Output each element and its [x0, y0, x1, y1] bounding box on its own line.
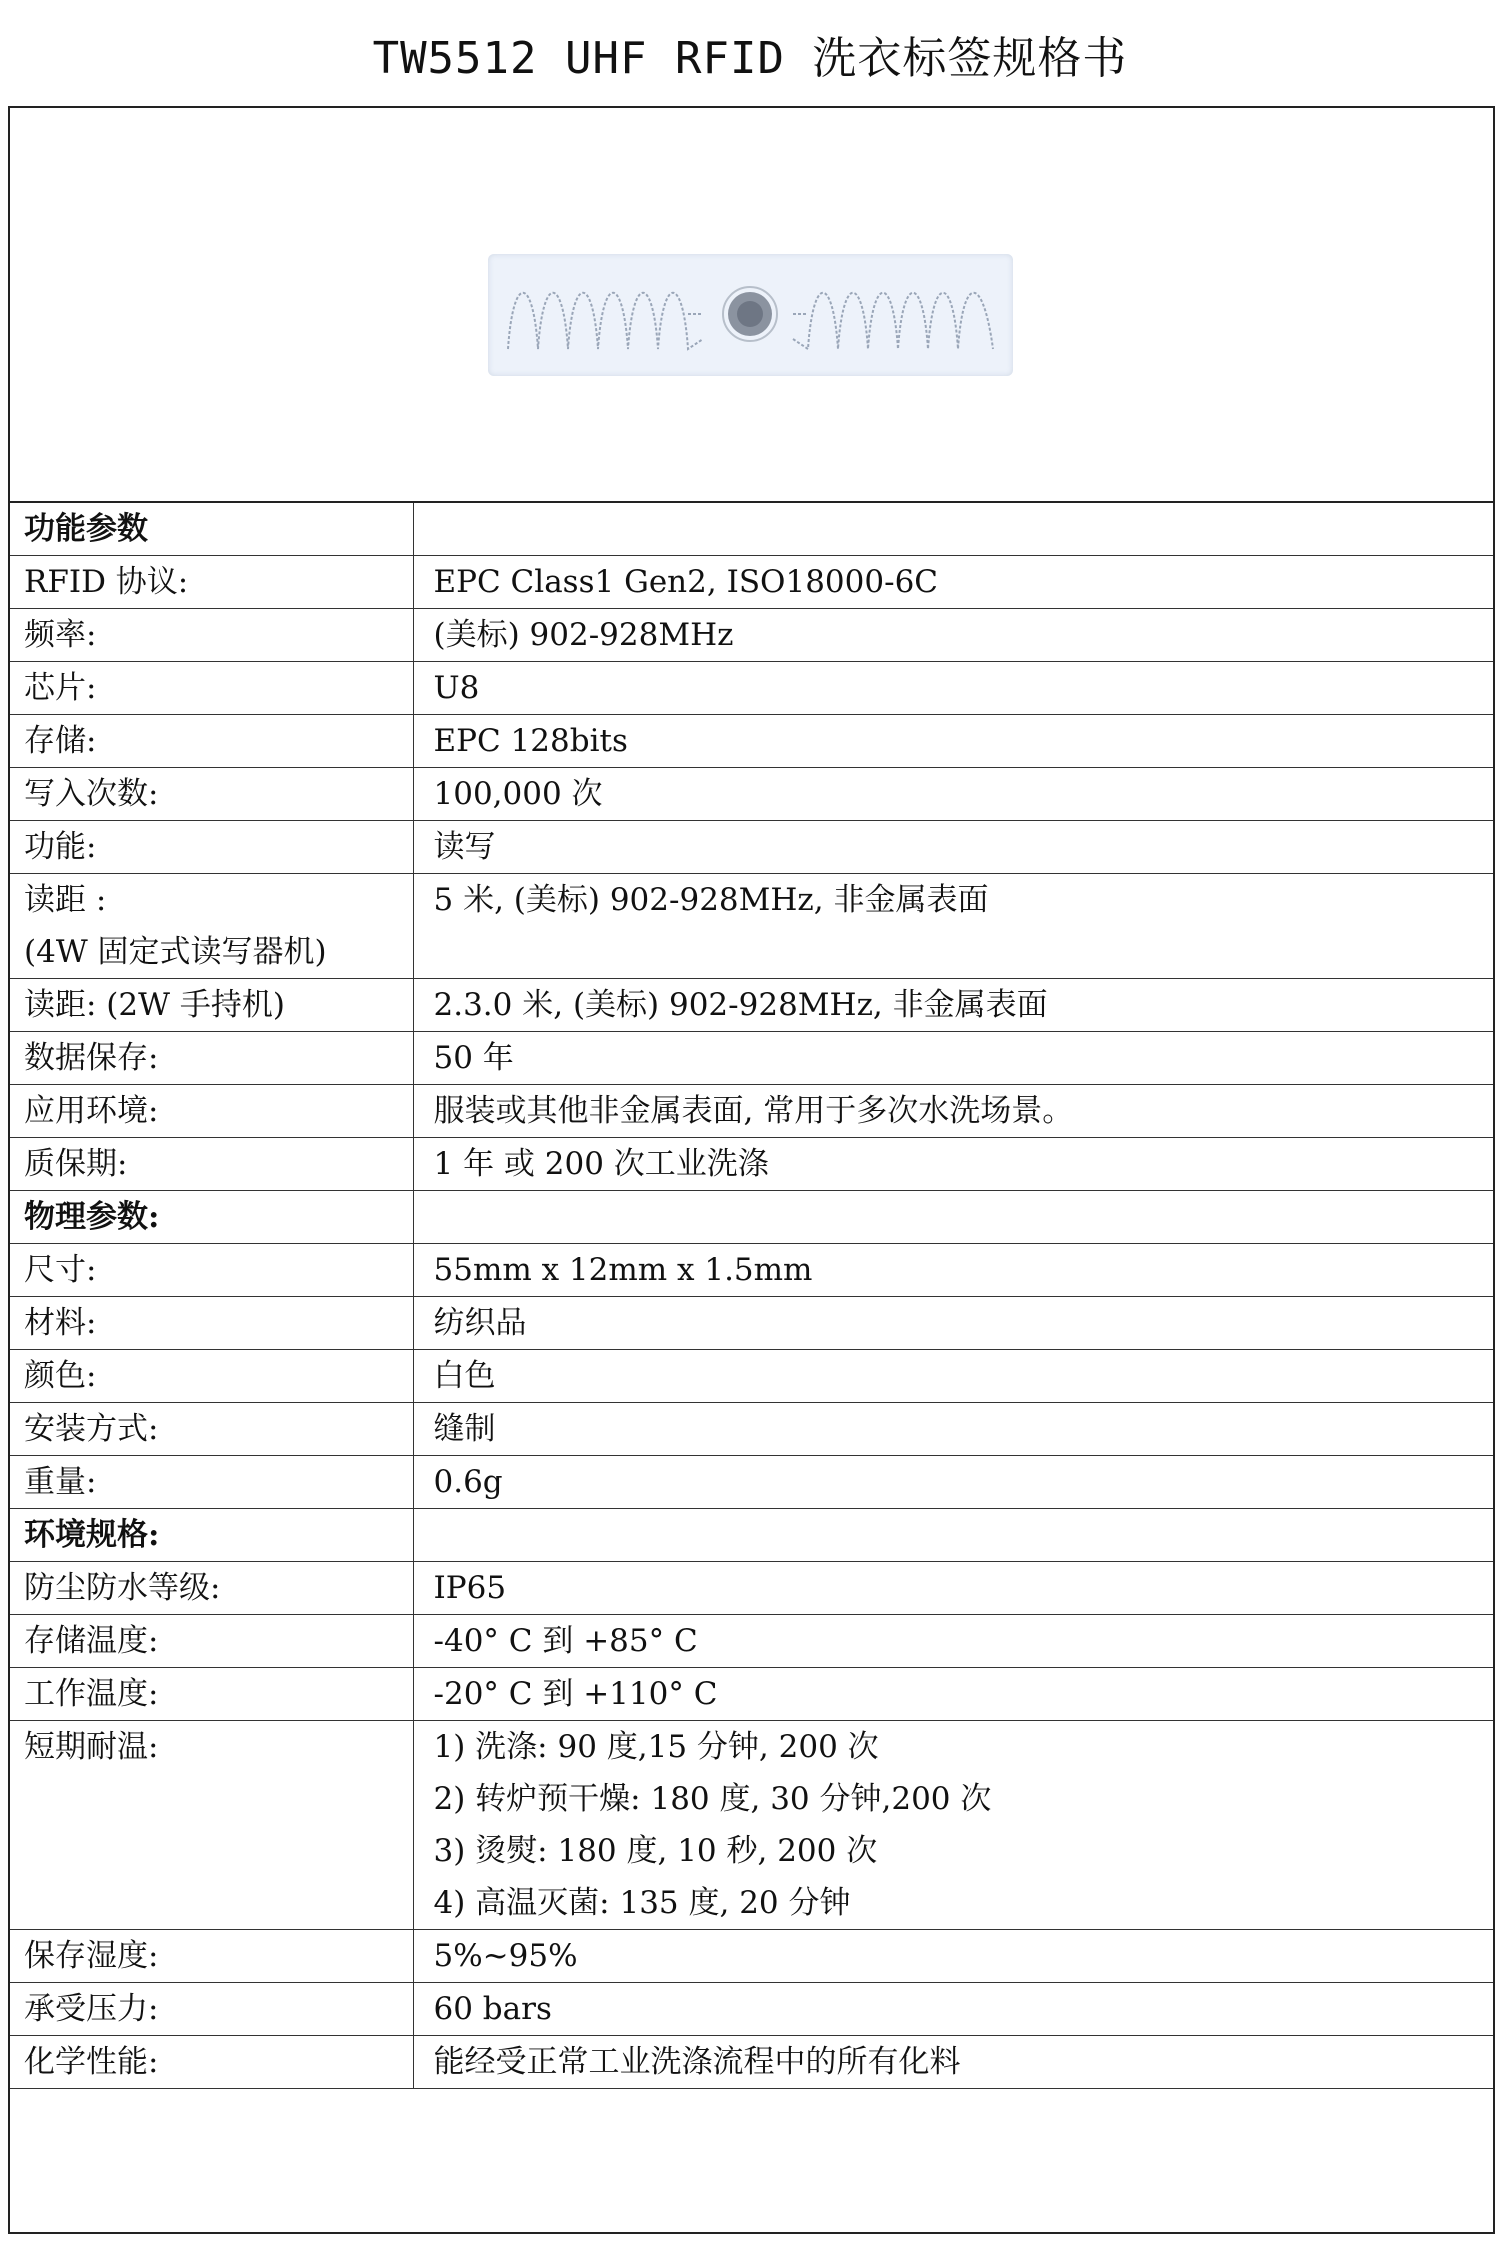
spec-row — [10, 556, 1493, 609]
spec-label — [10, 979, 413, 1032]
spec-label-text: 应用环境: — [24, 1093, 159, 1129]
spec-label-text: 防尘防水等级: — [24, 1570, 221, 1606]
spec-value-text: EPC Class1 Gen2, ISO18000-6C — [433, 564, 939, 600]
spec-value — [413, 1032, 1493, 1085]
spec-row — [10, 662, 1493, 715]
spec-sheet — [8, 106, 1495, 2234]
spec-value-list-item: 4) 高温灭菌: 135 度, 20 分钟 — [433, 1885, 851, 1921]
spec-value-text: 50 年 — [433, 1040, 514, 1076]
spec-row — [10, 2036, 1493, 2089]
spec-value — [413, 1456, 1493, 1509]
spec-label-text: 读距: (2W 手持机) — [24, 987, 285, 1023]
spec-value — [413, 874, 1493, 979]
spec-value-text: -20° C 到 +110° C — [433, 1676, 718, 1712]
spec-label — [10, 1456, 413, 1509]
spec-label-text: 读距 : — [24, 882, 107, 918]
spec-value-text: 5%~95% — [433, 1938, 578, 1974]
spec-label-text: 功能: — [24, 829, 97, 865]
spec-label-text: 质保期: — [24, 1146, 128, 1182]
spec-label-text: 短期耐温: — [24, 1729, 159, 1765]
spec-label — [10, 1350, 413, 1403]
spec-label-text: 芯片: — [24, 670, 97, 706]
spec-label — [10, 1032, 413, 1085]
spec-label-text: 存储: — [24, 723, 97, 759]
spec-value — [413, 1244, 1493, 1297]
spec-value — [413, 503, 1493, 556]
spec-value — [413, 2036, 1493, 2089]
spec-label-text: 尺寸: — [24, 1252, 97, 1288]
spec-label — [10, 715, 413, 768]
spec-row — [10, 1930, 1493, 1983]
spec-label-text: 频率: — [24, 617, 97, 653]
spec-label-text: 化学性能: — [24, 2044, 159, 2080]
spec-value-text: 1 年 或 200 次工业洗涤 — [433, 1146, 769, 1182]
spec-value-text: 0.6g — [433, 1464, 503, 1500]
spec-label-text-line2: (4W 固定式读写器机) — [24, 934, 327, 970]
spec-label — [10, 1191, 413, 1244]
spec-label-text: RFID 协议: — [24, 564, 189, 600]
spec-value-text: 白色 — [433, 1358, 496, 1394]
spec-row — [10, 1615, 1493, 1668]
spec-row — [10, 1138, 1493, 1191]
spec-value — [413, 1615, 1493, 1668]
section-header-row — [10, 1191, 1493, 1244]
document-title: TW5512 UHF RFID 洗衣标签规格书 — [372, 33, 1128, 84]
spec-value-text: 纺织品 — [433, 1305, 527, 1341]
spec-value-text: 缝制 — [433, 1411, 496, 1447]
spec-label-text: 颜色: — [24, 1358, 97, 1394]
spec-row — [10, 1032, 1493, 1085]
spec-value-text: 55mm x 12mm x 1.5mm — [433, 1252, 813, 1288]
spec-value-list-item: 1) 洗涤: 90 度,15 分钟, 200 次 — [433, 1729, 879, 1765]
spec-row — [10, 1085, 1493, 1138]
spec-label — [10, 609, 413, 662]
spec-value — [413, 662, 1493, 715]
spec-label — [10, 821, 413, 874]
spec-value — [413, 1085, 1493, 1138]
spec-value — [413, 1668, 1493, 1721]
spec-value-text: 2.3.0 米, (美标) 902-928MHz, 非金属表面 — [433, 987, 1048, 1023]
spec-label-text: 环境规格: — [24, 1517, 160, 1553]
spec-label — [10, 1138, 413, 1191]
spec-value — [413, 1721, 1493, 1930]
spec-value-text: U8 — [433, 670, 480, 706]
spec-label — [10, 1509, 413, 1562]
spec-value — [413, 1930, 1493, 1983]
spec-label-text: 材料: — [24, 1305, 97, 1341]
spec-row — [10, 1562, 1493, 1615]
spec-value — [413, 1191, 1493, 1244]
spec-row — [10, 1244, 1493, 1297]
spec-label — [10, 662, 413, 715]
spec-label — [10, 1562, 413, 1615]
spec-value-list-item: 3) 烫熨: 180 度, 10 秒, 200 次 — [433, 1833, 878, 1869]
spec-value — [413, 1509, 1493, 1562]
spec-value — [413, 556, 1493, 609]
spec-row — [10, 821, 1493, 874]
spec-row — [10, 1297, 1493, 1350]
spec-label-text: 重量: — [24, 1464, 97, 1500]
spec-label-text: 保存湿度: — [24, 1938, 159, 1974]
spec-label — [10, 503, 413, 556]
spec-row — [10, 715, 1493, 768]
spec-label — [10, 768, 413, 821]
spec-value-text: EPC 128bits — [433, 723, 628, 759]
spec-label-text: 功能参数 — [24, 511, 148, 547]
spec-value-text: 能经受正常工业洗涤流程中的所有化料 — [433, 2044, 961, 2080]
spec-label — [10, 1403, 413, 1456]
spec-value-text: 5 米, (美标) 902-928MHz, 非金属表面 — [433, 882, 989, 918]
spec-row — [10, 1721, 1493, 1930]
spec-label-text: 承受压力: — [24, 1991, 159, 2027]
spec-row — [10, 1983, 1493, 2036]
spec-row — [10, 1668, 1493, 1721]
spec-label — [10, 1297, 413, 1350]
product-photo-cell — [10, 108, 1493, 503]
spec-label — [10, 2036, 413, 2089]
spec-value — [413, 1983, 1493, 2036]
spec-label — [10, 1930, 413, 1983]
spec-value-text: (美标) 902-928MHz — [433, 617, 734, 653]
spec-label — [10, 874, 413, 979]
spec-value — [413, 1562, 1493, 1615]
rfid-tag-image — [488, 254, 1013, 376]
spec-value — [413, 1403, 1493, 1456]
spec-label-text: 写入次数: — [24, 776, 159, 812]
spec-value — [413, 821, 1493, 874]
spec-value-text: 100,000 次 — [433, 776, 603, 812]
spec-value-text: -40° C 到 +85° C — [433, 1623, 698, 1659]
spec-value — [413, 768, 1493, 821]
spec-value — [413, 609, 1493, 662]
spec-label — [10, 1983, 413, 2036]
spec-row — [10, 1350, 1493, 1403]
spec-label-text: 安装方式: — [24, 1411, 159, 1447]
spec-row — [10, 979, 1493, 1032]
spec-label — [10, 1085, 413, 1138]
spec-row — [10, 874, 1493, 979]
spec-value-list-item: 2) 转炉预干燥: 180 度, 30 分钟,200 次 — [433, 1781, 992, 1817]
spec-label-text: 数据保存: — [24, 1040, 159, 1076]
spec-label-text: 物理参数: — [24, 1199, 160, 1235]
spec-row — [10, 1456, 1493, 1509]
spec-row — [10, 768, 1493, 821]
spec-label — [10, 1244, 413, 1297]
spec-value-text: 60 bars — [433, 1991, 552, 2027]
spec-value-text: 服装或其他非金属表面, 常用于多次水洗场景。 — [433, 1093, 1074, 1129]
spec-value — [413, 1297, 1493, 1350]
spec-label — [10, 1615, 413, 1668]
spec-label — [10, 556, 413, 609]
spec-value-text: IP65 — [433, 1570, 507, 1606]
spec-value — [413, 715, 1493, 768]
spec-value — [413, 1138, 1493, 1191]
spec-label — [10, 1668, 413, 1721]
spec-row — [10, 609, 1493, 662]
spec-label-text: 存储温度: — [24, 1623, 159, 1659]
spec-label-text: 工作温度: — [24, 1676, 159, 1712]
spec-table — [10, 503, 1493, 2089]
spec-value-text: 读写 — [433, 829, 496, 865]
section-header-row — [10, 1509, 1493, 1562]
spec-value — [413, 1350, 1493, 1403]
section-header-row — [10, 503, 1493, 556]
spec-value — [413, 979, 1493, 1032]
rfid-antenna-graphic — [488, 254, 1013, 376]
spec-row — [10, 1403, 1493, 1456]
spec-label — [10, 1721, 413, 1930]
